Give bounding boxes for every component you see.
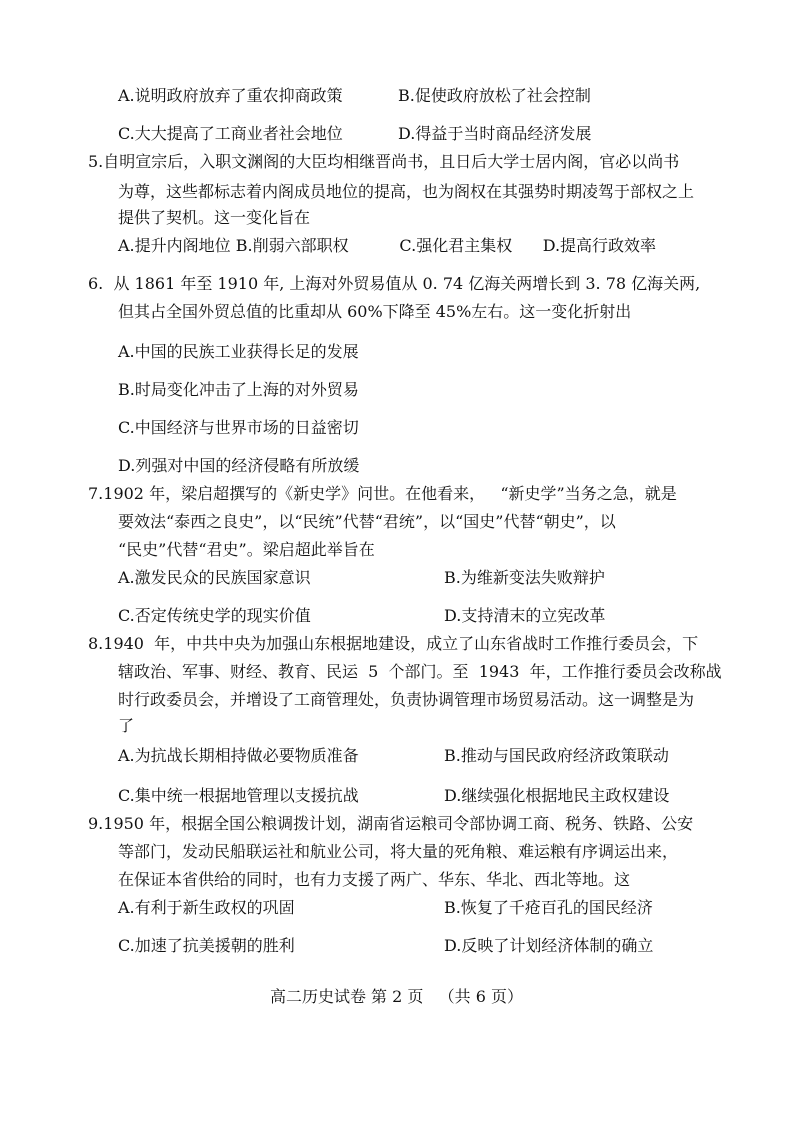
q4-option-a: A.说明政府放弃了重农抑商政策 xyxy=(118,86,343,105)
q9-stem-line1: 9.1950 年，根据全国公粮调拨计划，湖南省运粮司令部协调工商、税务、铁路、公安 xyxy=(88,814,694,833)
q8-stem-line3: 时行政委员会，并增设了工商管理处，负责协调管理市场贸易活动。这一调整是为 xyxy=(118,690,695,709)
q4-option-c: C.大大提高了工商业者社会地位 xyxy=(118,124,343,143)
q9-option-a: A.有利于新生政权的巩固 xyxy=(118,898,295,917)
q6-option-a: A.中国的民族工业获得长足的发展 xyxy=(118,342,359,361)
q7-option-a: A.激发民众的民族国家意识 xyxy=(118,568,311,587)
q6-option-b: B.时局变化冲击了上海的对外贸易 xyxy=(118,380,359,399)
q9-option-c: C.加速了抗美援朝的胜利 xyxy=(118,936,295,955)
q8-option-d: D.继续强化根据地民主政权建设 xyxy=(444,786,670,805)
q6-stem-line2: 但其占全国外贸总值的比重却从 60%下降至 45%左右。这一变化折射出 xyxy=(118,302,632,321)
q7-option-b: B.为维新变法失败辩护 xyxy=(444,568,605,587)
q6-option-d: D.列强对中国的经济侵略有所放缓 xyxy=(118,456,360,475)
q7-option-c: C.否定传统史学的现实价值 xyxy=(118,606,311,625)
q4-option-b: B.促使政府放松了社会控制 xyxy=(398,86,591,105)
q7-stem-line2: 要效法“泰西之良史”，以“民统”代替“君统”，以“国史”代替“朝史”，以 xyxy=(118,512,616,531)
page-footer: 高二历史试卷 第 2 页 （共 6 页） xyxy=(269,987,524,1006)
q6-option-c: C.中国经济与世界市场的日益密切 xyxy=(118,418,359,437)
q8-option-b: B.推动与国民政府经济政策联动 xyxy=(444,746,669,765)
q7-option-d: D.支持清末的立宪改革 xyxy=(444,606,606,625)
q5-stem-line2: 为尊，这些都标志着内阁成员地位的提高，也为阁权在其强势时期凌驾于部权之上 xyxy=(118,182,695,201)
q8-option-a: A.为抗战长期相持做必要物质准备 xyxy=(118,746,359,765)
q8-stem-line2: 辖政治、军事、财经、教育、民运 5 个部门。至 1943 年，工作推行委员会改称战 xyxy=(118,662,722,681)
q8-stem-line1: 8.1940 年，中共中央为加强山东根据地建设，成立了山东省战时工作推行委员会，下 xyxy=(88,634,699,653)
q5-options: A.提升内阁地位 B.削弱六部职权 C.强化君主集权 D.提高行政效率 xyxy=(118,236,657,255)
q5-stem-line3: 提供了契机。这一变化旨在 xyxy=(118,208,311,227)
q9-stem-line2: 等部门，发动民船联运社和航业公司，将大量的死角粮、难运粮有序调运出来， xyxy=(118,842,679,861)
q5-stem-line1: 5.自明宣宗后，入职文渊阁的大臣均相继晋尚书，且日后大学士居内阁，官必以尚书 xyxy=(88,152,680,171)
q6-stem-line1: 6. 从 1861 年至 1910 年, 上海对外贸易值从 0. 74 亿海关两增长到 3. 78 亿海关两, xyxy=(88,274,701,293)
q8-stem-line4: 了 xyxy=(118,716,135,735)
q9-option-b: B.恢复了千疮百孔的国民经济 xyxy=(444,898,653,917)
q4-option-d: D.得益于当时商品经济发展 xyxy=(398,124,592,143)
q7-stem-line3: “民史”代替“君史”。梁启超此举旨在 xyxy=(118,540,375,559)
q9-option-d: D.反映了计划经济体制的确立 xyxy=(444,936,654,955)
q7-stem-line1: 7.1902 年，梁启超撰写的《新史学》问世。在他看来， “新史学”当务之急，就是 xyxy=(88,484,677,503)
q8-option-c: C.集中统一根据地管理以支援抗战 xyxy=(118,786,359,805)
q9-stem-line3: 在保证本省供给的同时，也有力支援了两广、华东、华北、西北等地。这 xyxy=(118,870,631,889)
